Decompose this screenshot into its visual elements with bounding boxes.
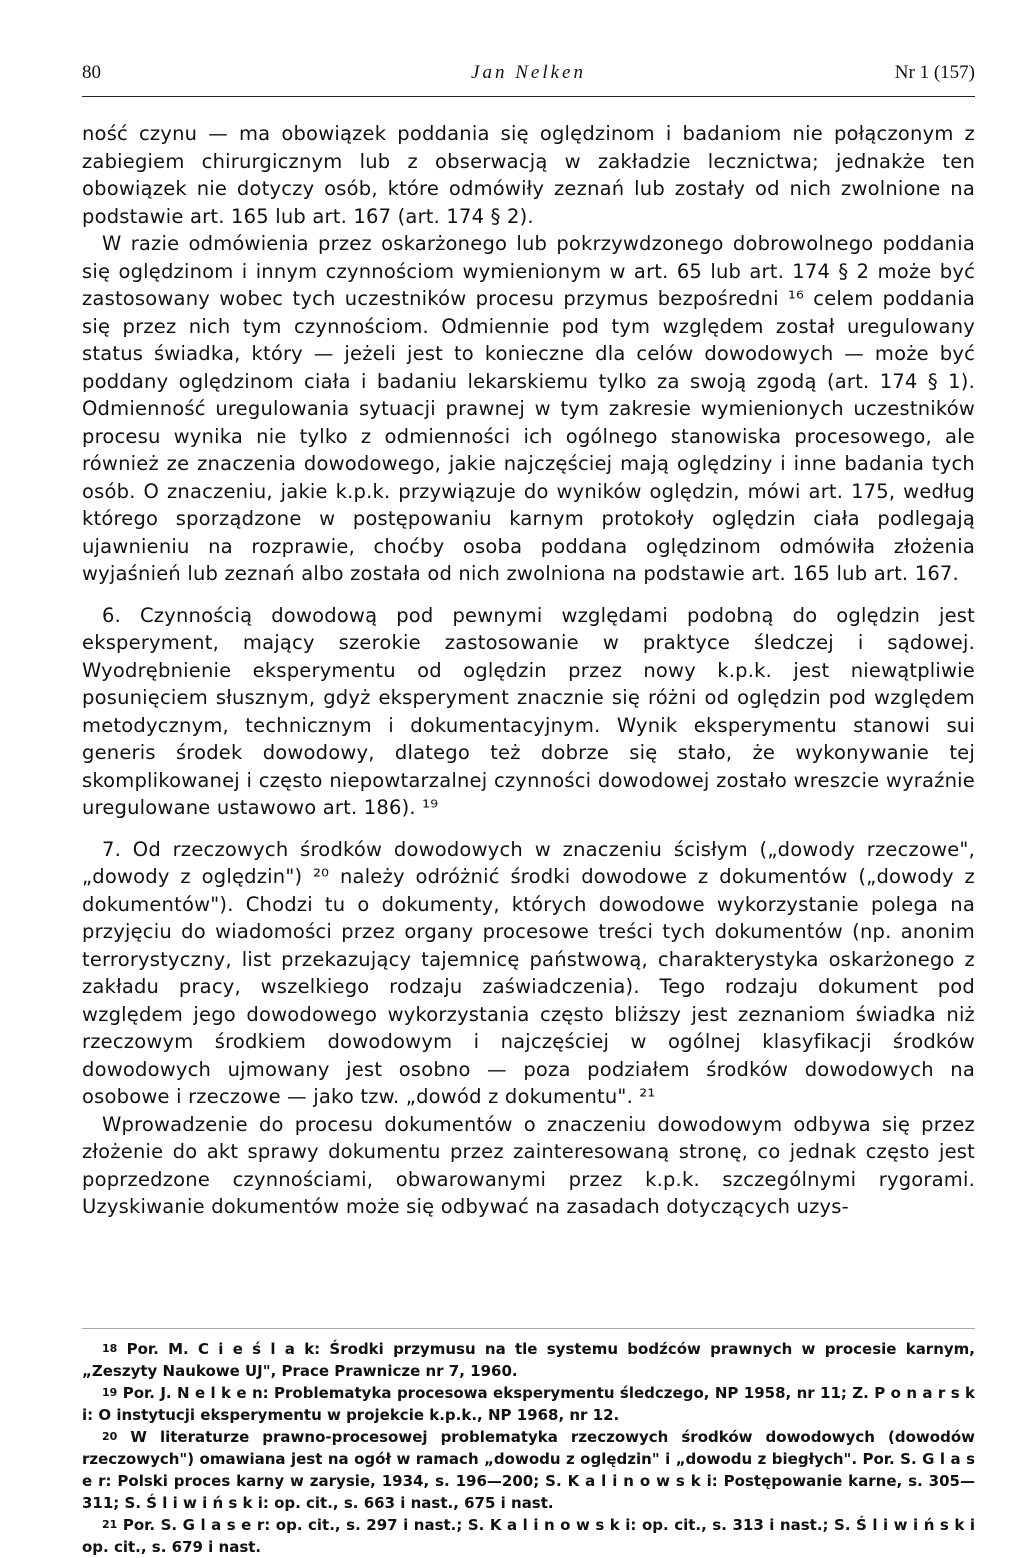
footnote (82, 1426, 975, 1514)
page-header (82, 62, 975, 90)
footnote-text: Por. M. C i e ś l a k: Środki przymusu na tle systemu bodźców prawnych w procesie karnym, „Zeszyty Naukowe UJ", Prace Prawnicze nr 7, 1960. (82, 1340, 975, 1380)
footnote-mark: 19 (102, 1386, 118, 1399)
issue-number: Nr 1 (157) (894, 62, 975, 83)
footnote-text: Por. J. N e l k e n: Problematyka procesowa eksperymentu śledczego, NP 1958, nr 11; Z. P o n a r s k i: O instytucji eksperymentu w projekcie k.p.k., NP 1968, nr 12. (82, 1384, 975, 1424)
running-title: Jan Nelken (471, 62, 586, 83)
footnote-mark: 20 (102, 1430, 118, 1443)
footnote (82, 1514, 975, 1558)
body-text (82, 120, 975, 1221)
footnote-mark: 21 (102, 1518, 118, 1531)
header-rule (82, 96, 975, 97)
footnote (82, 1382, 975, 1426)
paragraph: 7. Od rzeczowych środków dowodowych w znaczeniu ścisłym („dowody rzeczowe", „dowody z oględzin") ²⁰ należy odróżnić środki dowodowe z dokumentów („dowody z dokumentów"). Chodzi tu o dokumenty, których dowodowe wykorzystanie polega na przyjęciu do wiadomości przez organy procesowe treści tych dokumentów (np. anonim terrorystyczny, list przekazujący tajemnicę państwową, charakterystyka oskarżonego z zakładu pracy, wszelkiego rodzaju zaświadczenia). Tego rodzaju dokument pod względem jego dowodowego wykorzystania często bliższy jest zeznaniom świadka niż rzeczowym środkiem dowodowym i najczęściej w ogólnej klasyfikacji środków dowodowych ujmowany jest osobno — poza podziałem środków dowodowych na osobowe i rzeczowe — jako tzw. „dowód z dokumentu". ²¹ (82, 837, 975, 1108)
footnote-mark: 18 (102, 1342, 118, 1355)
footnote (82, 1338, 975, 1382)
footnote-text: W literaturze prawno-procesowej problematyka rzeczowych środków dowodowych (dowodów rzeczowych") omawiana jest na ogół w ramach „dowodu z oględzin" i „dowodu z biegłych". Por. S. G l a s e r: Polski proces karny w zarysie, 1934, s. 196—200; S. K a l i n o w s k i: Postępowanie karne, s. 305—311; S. Ś l i w i ń s k i: op. cit., s. 663 i nast., 675 i nast. (82, 1428, 975, 1512)
paragraph: ność czynu — ma obowiązek poddania się oględzinom i badaniom nie połączonym z zabiegiem chirurgicznym lub z obserwacją w zakładzie lecznictwa; jednakże ten obowiązek nie dotyczy osób, które odmówiły zeznań lub zostały od nich zwolnione na podstawie art. 165 lub art. 167 (art. 174 § 2). (82, 122, 975, 228)
footnote-text: Por. S. G l a s e r: op. cit., s. 297 i nast.; S. K a l i n o w s k i: op. cit., s. 313 i nast.; S. Ś l i w i ń s k i op. cit., s. 679 i nast. (82, 1516, 975, 1556)
paragraph: W razie odmówienia przez oskarżonego lub pokrzywdzonego dobrowolnego poddania się oględzinom i innym czynnościom wymienionym w art. 65 lub art. 174 § 2 może być zastosowany wobec tych uczestników procesu przymus bezpośredni ¹⁶ celem poddania się przez nich tym czynnościom. Odmiennie pod tym względem został uregulowany status świadka, który — jeżeli jest to konieczne dla celów dowodowych — może być poddany oględzinom ciała i badaniu lekarskiemu tylko za swoją zgodą (art. 174 § 1). Odmienność uregulowania sytuacji prawnej w tym zakresie wymienionych uczestników procesu wynika nie tylko z odmienności ich ogólnego stanowiska procesowego, ale również ze znaczenia dowodowego, jakie najczęściej mają oględziny i inne badania tych osób. O znaczeniu, jakie k.p.k. przywiązuje do wyników oględzin, mówi art. 175, według którego sporządzone w postępowaniu karnym protokoły oględzin ciała podlegają ujawnieniu na rozprawie, choćby osoba poddana oględzinom odmówiła złożenia wyjaśnień lub zeznań albo została od nich zwolniona na podstawie art. 165 lub art. 167. (82, 232, 975, 585)
footnote-rule (82, 1328, 975, 1329)
page-number: 80 (82, 62, 101, 83)
paragraph: Wprowadzenie do procesu dokumentów o znaczeniu dowodowym odbywa się przez złożenie do akt sprawy dokumentu przez zainteresowaną stronę, co jednak często jest poprzedzone czynnościami, obwarowanymi przez k.p.k. szczególnymi rygorami. Uzyskiwanie dokumentów może się odbywać na zasadach dotyczących uzys- (82, 1112, 975, 1218)
paragraph: 6. Czynnością dowodową pod pewnymi względami podobną do oględzin jest eksperyment, mający szerokie zastosowanie w praktyce śledczej i sądowej. Wyodrębnienie eksperymentu od oględzin przez nowy k.p.k. jest niewątpliwie posunięciem słusznym, gdyż eksperyment znacznie się różni od oględzin pod względem metodycznym, technicznym i dokumentacyjnym. Wynik eksperymentu stanowi sui generis środek dowodowy, dlatego też dobrze się stało, że wykonywanie tej skomplikowanej i często niepowtarzalnej czynności dowodowej zostało wreszcie wyraźnie uregulowane ustawowo art. 186). ¹⁹ (82, 603, 975, 819)
footnotes (82, 1338, 975, 1558)
